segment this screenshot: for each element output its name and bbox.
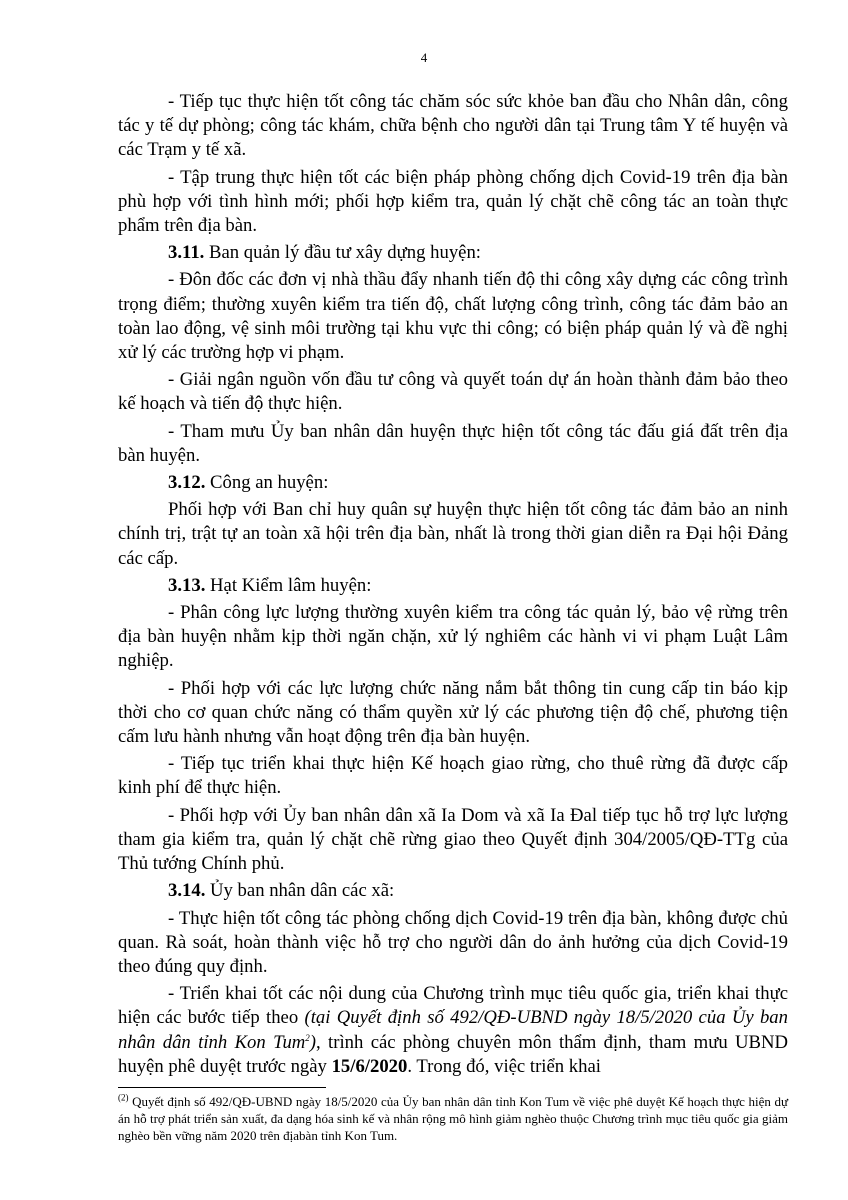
section-3-13-heading <box>118 574 788 598</box>
list-item: - Thực hiện tốt công tác phòng chống dịch Covid-19 trên địa bàn, không được chủ quan. Rà soát, hoàn thành việc hỗ trợ cho người dân do ảnh hưởng của dịch Covid-19 theo đúng quy định. <box>118 907 788 977</box>
section-number: 3.11. <box>168 242 205 264</box>
list-item: - Phân công lực lượng thường xuyên kiểm tra công tác quản lý, bảo vệ rừng trên địa bàn huyện nhằm kịp thời ngăn chặn, xử lý nghiêm các hành vi vi phạm Luật Lâm nghiệp. <box>118 602 788 672</box>
list-item: - Đôn đốc các đơn vị nhà thầu đẩy nhanh tiến độ thi công xây dựng các công trình trọng điểm; thường xuyên kiểm tra tiến độ, chất lượng công trình, công tác đảm bảo an toàn lao động, vệ sinh môi trường tại khu vực thi công; có biện pháp quản lý và đề nghị xử lý các trường hợp vi phạm. <box>118 269 788 364</box>
section-number: 3.13. <box>168 574 206 596</box>
section-number: 3.14. <box>168 880 206 902</box>
section-title: Ban quản lý đầu tư xây dựng huyện: <box>204 242 481 264</box>
section-3-12-heading <box>118 471 788 495</box>
list-item: - Giải ngân nguồn vốn đầu tư công và quyết toán dự án hoàn thành đảm bảo theo kế hoạch và tiến độ thực hiện. <box>118 369 788 415</box>
list-item: - Tiếp tục triển khai thực hiện Kế hoạch giao rừng, cho thuê rừng đã được cấp kinh phí để thực hiện. <box>118 753 788 799</box>
list-item-national-program <box>118 982 788 1079</box>
list-item: - Tham mưu Ủy ban nhân dân huyện thực hiện tốt công tác đấu giá đất trên địa bàn huyện. <box>118 420 788 466</box>
section-title: Công an huyện: <box>205 472 329 494</box>
footnote-ref[interactable]: 2 <box>305 1032 310 1043</box>
text-run: - Triển khai tốt các nội dung của Chương trình mục tiêu quốc gia, triển khai thực hiện các bước tiếp theo <box>118 983 788 1029</box>
paragraph-covid-prevention: - Tập trung thực hiện tốt các biện pháp phòng chống dịch Covid-19 trên địa bàn phù hợp với tình hình mới; phối hợp kiểm tra, quản lý chặt chẽ công tác an toàn thực phẩm trên địa bàn. <box>118 166 788 237</box>
section-title: Ủy ban nhân dân các xã: <box>205 880 395 902</box>
text-run: , trình các phòng chuyên môn thẩm định, tham mưu UBND huyện phê duyệt trước ngày <box>118 1031 788 1077</box>
section-number: 3.12. <box>168 472 206 494</box>
list-item: - Phối hợp với các lực lượng chức năng nắm bắt thông tin cung cấp tin báo kịp thời cho cơ quan chức năng có thẩm quyền xử lý các phương tiện độ chế, phương tiện cấm lưu hành nhưng vẫn hoạt động trên địa bàn huyện. <box>118 677 788 748</box>
list-item: - Phối hợp với Ủy ban nhân dân xã Ia Dom và xã Ia Đal tiếp tục hỗ trợ lực lượng tham gia kiểm tra, quản lý chặt chẽ rừng giao theo Quyết định 304/2005/QĐ-TTg của Thủ tướng Chính phủ. <box>118 804 788 875</box>
paragraph-health-care: - Tiếp tục thực hiện tốt công tác chăm sóc sức khỏe ban đầu cho Nhân dân, công tác y tế dự phòng; công tác khám, chữa bệnh cho người dân tại Trung tâm Y tế huyện và các Trạm y tế xã. <box>118 91 788 161</box>
text-run: ) <box>309 1031 317 1053</box>
section-3-14-heading <box>118 879 788 903</box>
document-body <box>118 90 788 1082</box>
deadline-date: 15/6/2020 <box>331 1055 408 1077</box>
section-title: Hạt Kiểm lâm huyện: <box>205 574 372 596</box>
footnote-text: Quyết định số 492/QĐ-UBND ngày 18/5/2020 của Ủy ban nhân dân tỉnh Kon Tum về việc phê duyệt Kế hoạch thực hiện dự án hỗ trợ phát triển sản xuất, đa dạng hóa sinh kế và nhân rộng mô hình giảm nghèo thuộc Chương trình mục tiêu quốc gia giảm nghèo bền vững năm 2020 trên địabàn tỉnh Kon Tum. <box>118 1094 788 1143</box>
section-3-11-heading <box>118 241 788 265</box>
text-run: (tại Quyết định số 492/QĐ-UBND ngày 18/5/2020 của Ủy ban nhân dân tỉnh Kon Tum <box>118 1007 788 1053</box>
footnote-marker: (2) <box>118 1092 129 1103</box>
footnote-divider <box>118 1087 326 1088</box>
footnote <box>118 1093 788 1144</box>
page-number: 4 <box>420 50 428 65</box>
list-item: Phối hợp với Ban chỉ huy quân sự huyện thực hiện tốt công tác đảm bảo an ninh chính trị, trật tự an toàn xã hội trên địa bàn, nhất là trong thời gian diễn ra Đại hội Đảng các cấp. <box>118 499 788 569</box>
text-run: . Trong đó, việc triển khai <box>407 1055 601 1077</box>
